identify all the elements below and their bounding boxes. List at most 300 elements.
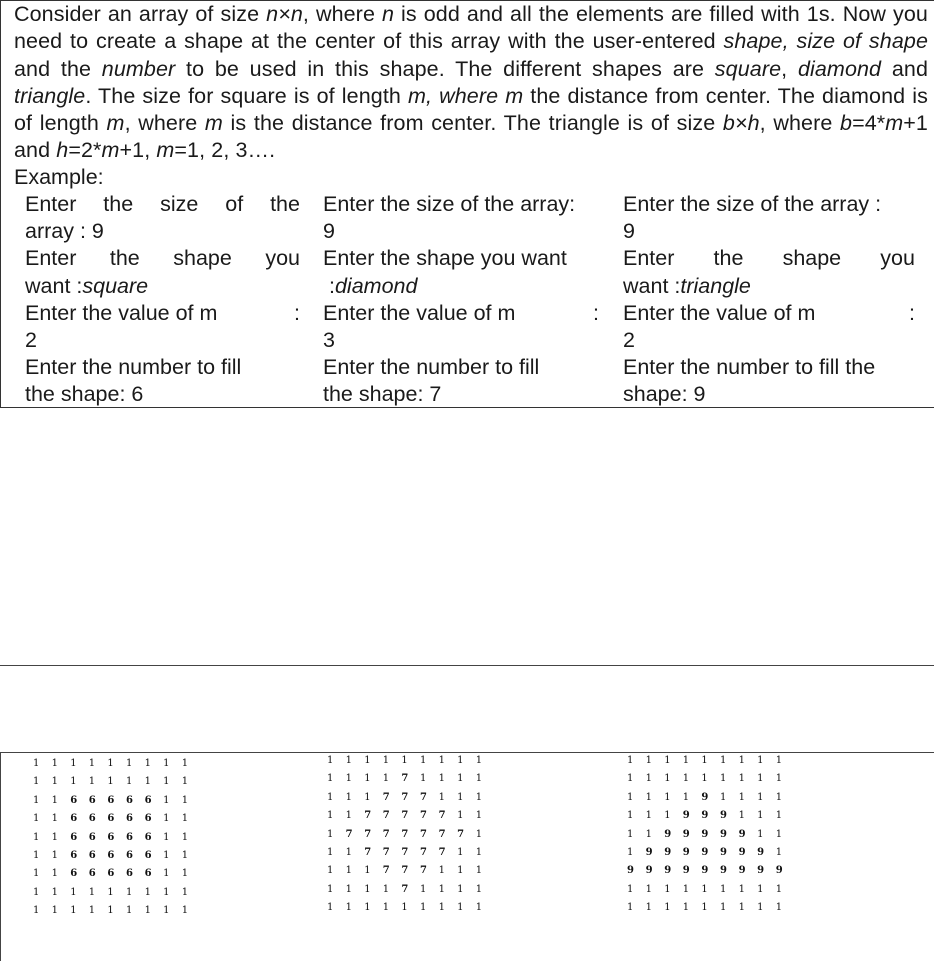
grid-row: [327, 773, 494, 791]
grid-cell: 6: [144, 849, 152, 861]
grid-cell: 1: [364, 883, 371, 895]
grid-cell: 1: [457, 791, 464, 803]
grid-cell: 9: [645, 865, 653, 877]
shape-prompt-line-2: want :square: [25, 273, 149, 298]
grid-cell: 6: [107, 831, 115, 843]
grid-cell: 1: [475, 883, 483, 895]
grid-row: [327, 810, 494, 828]
grid-cell: 1: [70, 758, 77, 769]
grid-cell: 9: [719, 865, 727, 877]
grid-cell: 1: [475, 846, 483, 858]
grid-cell: 1: [327, 883, 334, 895]
grid-cell: 1: [738, 883, 745, 895]
grid-cell: 1: [163, 813, 170, 825]
grid-cell: 1: [51, 905, 58, 917]
grid-cell: 1: [645, 883, 652, 895]
grid-row: [627, 755, 794, 773]
grid-cell: 1: [627, 791, 634, 803]
grid-cell: 1: [475, 902, 483, 914]
grid-cell: 1: [33, 905, 40, 917]
grid-cell: 7: [382, 846, 390, 858]
grid-cell: 1: [757, 902, 764, 914]
grid-cell: 6: [107, 849, 115, 861]
grid-cell: 1: [88, 905, 96, 917]
grid-cell: 1: [364, 755, 371, 766]
grid-cell: 1: [664, 883, 671, 895]
grid-cell: 9: [627, 865, 634, 877]
grid-cell: 7: [438, 828, 446, 840]
grid-cell: 1: [33, 849, 40, 861]
grid-cell: 1: [475, 810, 483, 822]
grid-cell: 9: [664, 828, 672, 840]
grid-cell: 1: [163, 794, 170, 806]
grid-cell: 1: [738, 810, 745, 822]
grid-row: [327, 792, 494, 810]
grid-cell: 1: [419, 902, 427, 914]
grid-cell: 1: [181, 813, 189, 825]
grid-cell: 1: [757, 791, 764, 803]
grid-cell: 9: [701, 810, 709, 822]
grid-cell: 1: [419, 883, 427, 895]
grid-cell: 1: [664, 810, 671, 822]
grid-cell: 7: [438, 810, 446, 822]
grid-cell: 1: [327, 902, 334, 914]
grid-cell: 1: [181, 776, 189, 788]
grid-cell: 1: [327, 810, 334, 822]
size-value: 9: [323, 219, 335, 244]
grid-cell: 1: [664, 902, 671, 914]
grid-cell: 1: [327, 865, 334, 877]
grid-row: [627, 810, 794, 828]
size-prompt-line: Enter the size of the array :: [623, 192, 882, 216]
grid-cell: 1: [475, 773, 483, 785]
grid-cell: 1: [33, 794, 40, 806]
grid-cell: 1: [163, 831, 170, 843]
grid-cell: 1: [70, 905, 77, 917]
grid-row: [33, 758, 200, 776]
grid-cell: 7: [345, 828, 353, 840]
fill-prompt-line: Enter the number to fill: [323, 355, 540, 380]
grid-row: [627, 865, 794, 883]
grid-cell: 7: [401, 828, 409, 840]
grid-row: [627, 773, 794, 791]
grid-cell: 9: [682, 846, 690, 858]
grid-cell: 7: [438, 846, 446, 858]
fill-prompt-line-2: the shape: 7: [323, 382, 442, 407]
grid-cell: 1: [645, 810, 652, 822]
grid-cell: 9: [757, 846, 765, 858]
grid-cell: 1: [70, 886, 77, 898]
grid-cell: 1: [144, 886, 151, 898]
grid-cell: 6: [70, 813, 78, 825]
grid-cell: 1: [163, 868, 170, 880]
grid-cell: 6: [88, 794, 96, 806]
grid-cell: 9: [645, 846, 653, 858]
m-prompt-line: Enter the value of m :: [323, 300, 599, 325]
grid-cell: 6: [144, 868, 152, 880]
grid-cell: 1: [701, 755, 708, 766]
grid-cell: 1: [163, 758, 170, 769]
fill-prompt-line-2: shape: 9: [623, 382, 706, 407]
grid-cell: 1: [125, 886, 133, 898]
grid-cell: 1: [775, 902, 783, 914]
grid-cell: 1: [627, 773, 634, 785]
grid-cell: 6: [125, 794, 133, 806]
grid-cell: 1: [33, 886, 40, 898]
grid-cell: 1: [627, 883, 634, 895]
grid-cell: 1: [457, 902, 464, 914]
grid-cell: 1: [475, 791, 483, 803]
grid-cell: 1: [345, 791, 352, 803]
grid-cell: 1: [163, 776, 170, 788]
grid-cell: 1: [345, 846, 352, 858]
grid-row: [327, 847, 494, 865]
grid-cell: 1: [775, 773, 783, 785]
grid-cell: 6: [125, 813, 133, 825]
grid-cell: 1: [645, 755, 652, 766]
grid-cell: 1: [163, 886, 170, 898]
grid-row: [627, 829, 794, 847]
grid-cell: 1: [327, 828, 334, 840]
grid-cell: 1: [88, 886, 96, 898]
grid-cell: 9: [701, 828, 709, 840]
grid-cell: 1: [719, 883, 727, 895]
grid-cell: 6: [88, 849, 96, 861]
grid-cell: 1: [757, 828, 764, 840]
output-grid-square: [33, 758, 200, 924]
grid-cell: 1: [382, 773, 390, 785]
grid-cell: 1: [682, 773, 690, 785]
grid-cell: 1: [125, 905, 133, 917]
grid-cell: 1: [664, 791, 671, 803]
grid-cell: 1: [419, 755, 427, 766]
m-prompt-line: Enter the value of m :: [25, 300, 300, 325]
grid-cell: 7: [419, 828, 427, 840]
grid-cell: 1: [181, 831, 189, 843]
grid-cell: 1: [144, 776, 151, 788]
grid-cell: 1: [364, 791, 371, 803]
grid-row: [33, 776, 200, 794]
grid-cell: 1: [645, 773, 652, 785]
grid-cell: 7: [401, 865, 409, 877]
grid-cell: 1: [757, 883, 764, 895]
grid-row: [33, 832, 200, 850]
grid-cell: 7: [419, 865, 427, 877]
grid-cell: 9: [701, 791, 709, 803]
grid-cell: 1: [664, 773, 671, 785]
example-triangle: [623, 191, 915, 409]
grid-cell: 6: [70, 849, 78, 861]
grid-cell: 1: [775, 791, 783, 803]
grid-cell: 1: [627, 902, 634, 914]
grid-cell: 1: [345, 902, 352, 914]
m-value: 2: [25, 327, 37, 352]
grid-cell: 1: [627, 755, 634, 766]
example-square: [25, 191, 300, 409]
grid-cell: 9: [701, 865, 709, 877]
grid-cell: 1: [701, 902, 708, 914]
grid-cell: 7: [401, 846, 409, 858]
grid-cell: 1: [401, 755, 408, 766]
grid-cell: 1: [438, 865, 445, 877]
grid-cell: 1: [719, 773, 727, 785]
grid-cell: 1: [775, 755, 783, 766]
grid-cell: 1: [457, 846, 464, 858]
grid-cell: 1: [719, 791, 727, 803]
grid-cell: 1: [701, 883, 708, 895]
grid-cell: 1: [181, 886, 189, 898]
grid-cell: 1: [181, 794, 189, 806]
grid-cell: 1: [345, 883, 352, 895]
grid-row: [33, 850, 200, 868]
grid-cell: 1: [70, 776, 77, 788]
grid-row: [627, 792, 794, 810]
grid-cell: 1: [51, 758, 58, 769]
grid-cell: 1: [627, 846, 634, 858]
grid-cell: 1: [125, 776, 133, 788]
grid-cell: 7: [364, 846, 372, 858]
grid-cell: 6: [125, 831, 133, 843]
grid-cell: 1: [144, 905, 151, 917]
grid-cell: 7: [382, 865, 390, 877]
grid-cell: 6: [88, 868, 96, 880]
grid-cell: 7: [401, 810, 409, 822]
grid-cell: 1: [738, 773, 745, 785]
grid-cell: 7: [382, 810, 390, 822]
grid-cell: 9: [664, 865, 672, 877]
grid-row: [33, 887, 200, 905]
grid-cell: 1: [125, 758, 133, 769]
grid-cell: 1: [51, 813, 58, 825]
grid-cell: 1: [51, 794, 58, 806]
grid-cell: 9: [757, 865, 765, 877]
grid-cell: 9: [664, 846, 672, 858]
fill-prompt-line: Enter the number to fill: [25, 355, 242, 380]
size-prompt-line-2: array : 9: [25, 219, 104, 244]
fill-prompt-line-2: the shape: 6: [25, 382, 144, 407]
grid-cell: 1: [107, 758, 114, 769]
grid-cell: 7: [382, 791, 390, 803]
grid-cell: 1: [51, 831, 58, 843]
m-value: 2: [623, 327, 635, 352]
grid-cell: 1: [738, 755, 745, 766]
grid-cell: 1: [719, 902, 727, 914]
grid-cell: 1: [682, 883, 690, 895]
grid-cell: 1: [457, 773, 464, 785]
grid-cell: 9: [701, 846, 709, 858]
grid-cell: 1: [738, 791, 745, 803]
grid-cell: 7: [419, 810, 427, 822]
grid-row: [33, 868, 200, 886]
grid-cell: 1: [438, 773, 445, 785]
grid-cell: 7: [382, 828, 390, 840]
grid-cell: 7: [401, 883, 409, 895]
grid-cell: 1: [51, 776, 58, 788]
grid-cell: 7: [364, 828, 372, 840]
grid-cell: 6: [125, 868, 133, 880]
grid-cell: 6: [70, 831, 78, 843]
grid-cell: 1: [51, 849, 58, 861]
grid-cell: 6: [144, 831, 152, 843]
grid-cell: 1: [682, 791, 690, 803]
grid-cell: 6: [107, 794, 115, 806]
grid-cell: 9: [775, 865, 783, 877]
grid-cell: 7: [457, 828, 465, 840]
grid-cell: 1: [775, 810, 783, 822]
grid-row: [327, 755, 494, 773]
grid-cell: 1: [645, 902, 652, 914]
shape-prompt-line: Enter the shape you: [623, 246, 915, 271]
grid-row: [327, 902, 494, 920]
grid-cell: 1: [163, 849, 170, 861]
grid-cell: 1: [345, 810, 352, 822]
shape-prompt-line: Enter the shape you want: [323, 246, 567, 271]
grid-cell: 1: [627, 828, 634, 840]
grid-cell: 1: [775, 828, 783, 840]
output-grid-diamond: [327, 755, 494, 921]
grid-cell: 9: [719, 846, 727, 858]
problem-statement: Consider an array of size n×n, where n is odd and all the elements are filled with 1s. Now you need to create a shape at the center of this array with the user-entered shape, size of shape and the number to be used in this shape. The different shapes are square, diamond and triangle. The size for square is of length m, where m the distance from center. The diamond is of length m, where m is the distance from center. The triangle is of size b×h, where b=4*m+1 and h=2*m+1, m=1, 2, 3….: [14, 2, 929, 163]
grid-cell: 1: [775, 846, 783, 858]
grid-cell: 1: [701, 773, 708, 785]
grid-cell: 1: [738, 902, 745, 914]
grid-cell: 1: [33, 868, 40, 880]
grid-row: [627, 902, 794, 920]
grid-cell: 1: [475, 828, 483, 840]
grid-cell: 1: [345, 773, 352, 785]
grid-cell: 1: [757, 810, 764, 822]
grid-cell: 1: [664, 755, 671, 766]
grid-cell: 1: [438, 755, 445, 766]
shape-prompt-line: Enter the shape you: [25, 246, 300, 271]
grid-cell: 1: [345, 865, 352, 877]
grid-cell: 6: [70, 794, 78, 806]
grid-cell: 1: [475, 755, 483, 766]
grid-cell: 1: [345, 755, 352, 766]
grid-cell: 1: [88, 776, 96, 788]
grid-cell: 6: [107, 813, 115, 825]
grid-cell: 6: [70, 868, 78, 880]
grid-row: [627, 884, 794, 902]
grid-cell: 7: [364, 810, 372, 822]
grid-cell: 1: [364, 773, 371, 785]
grid-cell: 1: [181, 758, 189, 769]
grid-cell: 1: [438, 902, 445, 914]
grid-cell: 1: [382, 755, 390, 766]
grid-cell: 1: [33, 813, 40, 825]
grid-cell: 1: [457, 865, 464, 877]
grid-cell: 1: [33, 758, 40, 769]
grid-cell: 7: [401, 773, 409, 785]
grid-cell: 1: [438, 791, 445, 803]
grid-cell: 1: [419, 773, 427, 785]
grid-cell: 1: [364, 902, 371, 914]
grid-cell: 9: [682, 810, 690, 822]
grid-cell: 1: [682, 755, 690, 766]
grid-cell: 1: [475, 865, 483, 877]
grid-cell: 1: [457, 755, 464, 766]
grid-cell: 1: [775, 883, 783, 895]
grid-cell: 1: [627, 810, 634, 822]
grid-cell: 7: [419, 791, 427, 803]
grid-cell: 1: [33, 776, 40, 788]
grid-cell: 1: [719, 755, 727, 766]
grid-cell: 1: [457, 810, 464, 822]
grid-cell: 1: [364, 865, 371, 877]
grid-cell: 1: [327, 755, 334, 766]
grid-cell: 1: [33, 831, 40, 843]
grid-cell: 9: [719, 810, 727, 822]
output-grid-triangle: [627, 755, 794, 921]
shape-prompt-line-2: :diamond: [328, 273, 418, 298]
fill-prompt-line: Enter the number to fill the: [623, 355, 876, 380]
grid-cell: 7: [419, 846, 427, 858]
grid-cell: 9: [738, 865, 746, 877]
grid-cell: 1: [144, 758, 151, 769]
size-value: 9: [623, 219, 635, 244]
grid-cell: 6: [88, 831, 96, 843]
grid-cell: 6: [88, 813, 96, 825]
grid-cell: 1: [382, 902, 390, 914]
shape-prompt-line-2: want :triangle: [623, 273, 751, 298]
grid-cell: 1: [327, 791, 334, 803]
grid-row: [33, 905, 200, 923]
grid-cell: 1: [51, 868, 58, 880]
grid-cell: 1: [757, 773, 764, 785]
grid-cell: 1: [107, 905, 114, 917]
grid-cell: 1: [107, 776, 114, 788]
grid-cell: 1: [163, 905, 170, 917]
grid-cell: 6: [144, 794, 152, 806]
grid-cell: 1: [327, 773, 334, 785]
divider-output-top: [0, 752, 934, 753]
m-value: 3: [323, 327, 335, 352]
grid-cell: 1: [682, 902, 690, 914]
example-diamond: [323, 191, 599, 409]
grid-cell: 1: [181, 868, 189, 880]
grid-cell: 9: [719, 828, 727, 840]
grid-cell: 1: [88, 758, 96, 769]
grid-row: [33, 813, 200, 831]
grid-row: [327, 884, 494, 902]
size-prompt-line: Enter the size of the array:: [323, 192, 576, 216]
grid-cell: 9: [682, 865, 690, 877]
grid-cell: 1: [438, 883, 445, 895]
grid-cell: 6: [125, 849, 133, 861]
m-prompt-line: Enter the value of m :: [623, 300, 915, 325]
grid-cell: 9: [738, 828, 746, 840]
divider-middle: [0, 665, 934, 666]
grid-cell: 1: [757, 755, 764, 766]
grid-cell: 1: [457, 883, 464, 895]
grid-cell: 1: [645, 828, 652, 840]
grid-cell: 1: [645, 791, 652, 803]
grid-row: [327, 865, 494, 883]
grid-cell: 6: [107, 868, 115, 880]
grid-cell: 1: [382, 883, 390, 895]
grid-cell: 9: [738, 846, 746, 858]
grid-row: [327, 829, 494, 847]
grid-cell: 6: [144, 813, 152, 825]
example-label: Example:: [14, 165, 104, 189]
size-prompt-line: Enter the size of the: [25, 192, 300, 216]
grid-row: [33, 795, 200, 813]
grid-cell: 7: [401, 791, 409, 803]
grid-cell: 1: [181, 905, 189, 917]
grid-cell: 1: [401, 902, 408, 914]
output-left-border: [0, 752, 1, 961]
grid-row: [627, 847, 794, 865]
